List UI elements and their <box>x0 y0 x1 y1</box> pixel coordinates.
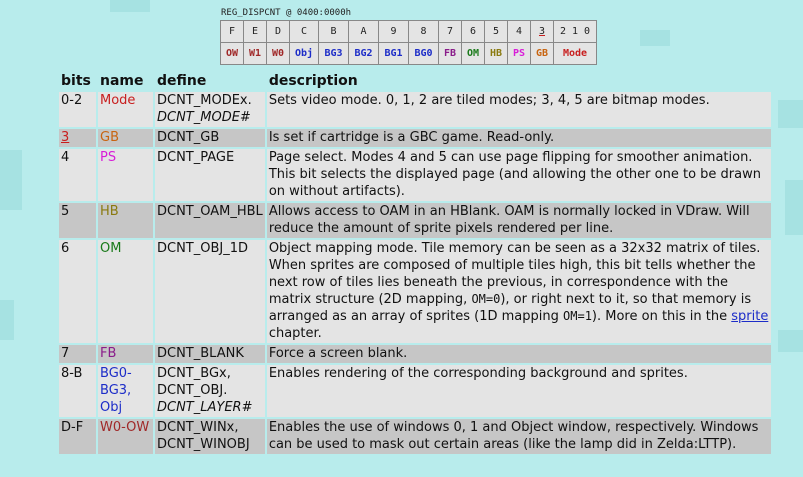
define-text: DCNT_LAYER# <box>157 400 253 415</box>
define-cell: DCNT_OAM_HBL <box>155 203 265 238</box>
bg-pixel-decoration <box>110 0 150 12</box>
description-cell: Allows access to OAM in an HBlank. OAM is normally locked in VDraw. Will reduce the amount of sprite pixels rendered per line. <box>267 203 771 238</box>
field-cell: OW <box>221 43 244 65</box>
code-snippet: OM=1 <box>563 309 592 323</box>
field-cell: W1 <box>244 43 267 65</box>
define-cell: DCNT_PAGE <box>155 149 265 201</box>
define-cell <box>155 419 265 454</box>
name-cell: W0-OW <box>98 419 153 454</box>
field-cell: PS <box>508 43 531 65</box>
table-row <box>59 149 771 201</box>
header-name: name <box>100 73 144 89</box>
register-field-row <box>221 43 597 65</box>
table-row <box>59 203 771 238</box>
description-text: chapter. <box>268 326 322 341</box>
field-cell: GB <box>531 43 554 65</box>
define-text: DCNT_WINOBJ <box>157 437 250 452</box>
bits-cell: D-F <box>59 419 96 454</box>
bit-cell: 6 <box>462 21 485 43</box>
bit-cell: C <box>290 21 319 43</box>
bits-cell: 7 <box>59 345 96 363</box>
description-cell: Enables rendering of the corresponding background and sprites. <box>267 365 771 417</box>
name-cell: PS <box>98 149 153 201</box>
description-cell <box>267 240 771 343</box>
define-cell: DCNT_OBJ_1D <box>155 240 265 343</box>
bit-cell: F <box>221 21 244 43</box>
register-diagram <box>220 20 597 65</box>
name-cell: Mode <box>98 92 153 127</box>
bits-cell: 5 <box>59 203 96 238</box>
bg-pixel-decoration <box>0 300 14 340</box>
bg-pixel-decoration <box>785 180 803 235</box>
code-snippet: OM=0 <box>471 292 501 306</box>
header-bits: bits <box>61 73 91 89</box>
table-row <box>59 92 771 127</box>
define-text: DCNT_BGx, <box>157 366 231 381</box>
description-cell: Is set if cartridge is a GBC game. Read-only. <box>267 129 771 147</box>
bit-cell: A <box>349 21 379 43</box>
name-cell <box>98 365 153 417</box>
sprite-chapter-link[interactable]: sprite <box>731 309 769 324</box>
description-cell: Sets video mode. 0, 1, 2 are tiled modes; 3, 4, 5 are bitmap modes. <box>267 92 771 127</box>
define-cell: DCNT_GB <box>155 129 265 147</box>
bg-pixel-decoration <box>0 150 22 210</box>
bit-cell: 2 1 0 <box>554 21 597 43</box>
table-row <box>59 345 771 363</box>
bg-pixel-decoration <box>640 30 670 46</box>
field-cell: OM <box>462 43 485 65</box>
bit-cell: 3 <box>531 21 554 43</box>
dispcnt-bits-table <box>57 71 773 456</box>
name-text: BG3, <box>100 383 132 398</box>
table-row <box>59 129 771 147</box>
define-cell <box>155 365 265 417</box>
field-cell: BG3 <box>319 43 349 65</box>
bits-cell: 6 <box>59 240 96 343</box>
bit-cell: B <box>319 21 349 43</box>
name-cell: OM <box>98 240 153 343</box>
bit-cell: 7 <box>439 21 462 43</box>
define-cell: DCNT_BLANK <box>155 345 265 363</box>
field-cell: BG2 <box>349 43 379 65</box>
bits-cell: 4 <box>59 149 96 201</box>
bit-cell: E <box>244 21 267 43</box>
table-row <box>59 419 771 454</box>
field-cell: Mode <box>554 43 597 65</box>
bit-cell: 8 <box>409 21 439 43</box>
description-cell: Page select. Modes 4 and 5 can use page flipping for smoother animation. This bit selects the displayed page (and allowing the other one to be drawn on without artifacts). <box>267 149 771 201</box>
define-cell <box>155 92 265 127</box>
bit-cell: 5 <box>485 21 508 43</box>
description-cell: Force a screen blank. <box>267 345 771 363</box>
field-cell: Obj <box>290 43 319 65</box>
bg-pixel-decoration <box>778 100 803 128</box>
name-cell: GB <box>98 129 153 147</box>
bit-cell: 4 <box>508 21 531 43</box>
field-cell: BG1 <box>379 43 409 65</box>
name-cell: FB <box>98 345 153 363</box>
description-text: Object mapping mode. Tile memory can be seen as a 32x32 matrix of tiles. When sprites are composed of multiple tiles high, this bit tells whether the next row of tiles lies beneath the previous, in correspondence with the matrix structure (2D mapping, <box>268 241 761 307</box>
field-cell: FB <box>439 43 462 65</box>
bits-cell: 3 <box>59 129 96 147</box>
bit-cell: D <box>267 21 290 43</box>
name-cell: HB <box>98 203 153 238</box>
name-text: BG0- <box>100 366 132 381</box>
bit-cell: 9 <box>379 21 409 43</box>
description-text: ), or right next to it, so that memory is arranged as an array of sprites (1D mapping <box>268 292 752 324</box>
register-title: REG_DISPCNT @ 0400:0000h <box>221 8 352 18</box>
define-text: DCNT_MODEx. <box>157 93 252 108</box>
field-cell: W0 <box>267 43 290 65</box>
bits-cell: 0-2 <box>59 92 96 127</box>
header-description: description <box>268 73 358 89</box>
field-cell: BG0 <box>409 43 439 65</box>
field-cell: HB <box>485 43 508 65</box>
table-header-row <box>59 73 771 90</box>
description-text: ). More on this in the <box>591 309 732 324</box>
description-cell: Enables the use of windows 0, 1 and Object window, respectively. Windows can be used to mask out certain areas (like the lamp did in Zelda:LTTP). <box>267 419 771 454</box>
define-text: DCNT_OBJ. <box>157 383 228 398</box>
register-bit-row <box>221 21 597 43</box>
header-define: define <box>157 73 207 89</box>
table-row <box>59 365 771 417</box>
table-row <box>59 240 771 343</box>
bg-pixel-decoration <box>778 330 803 352</box>
define-text: DCNT_MODE# <box>157 110 251 125</box>
name-text: Obj <box>100 400 123 415</box>
bits-cell: 8-B <box>59 365 96 417</box>
define-text: DCNT_WINx, <box>157 420 239 435</box>
